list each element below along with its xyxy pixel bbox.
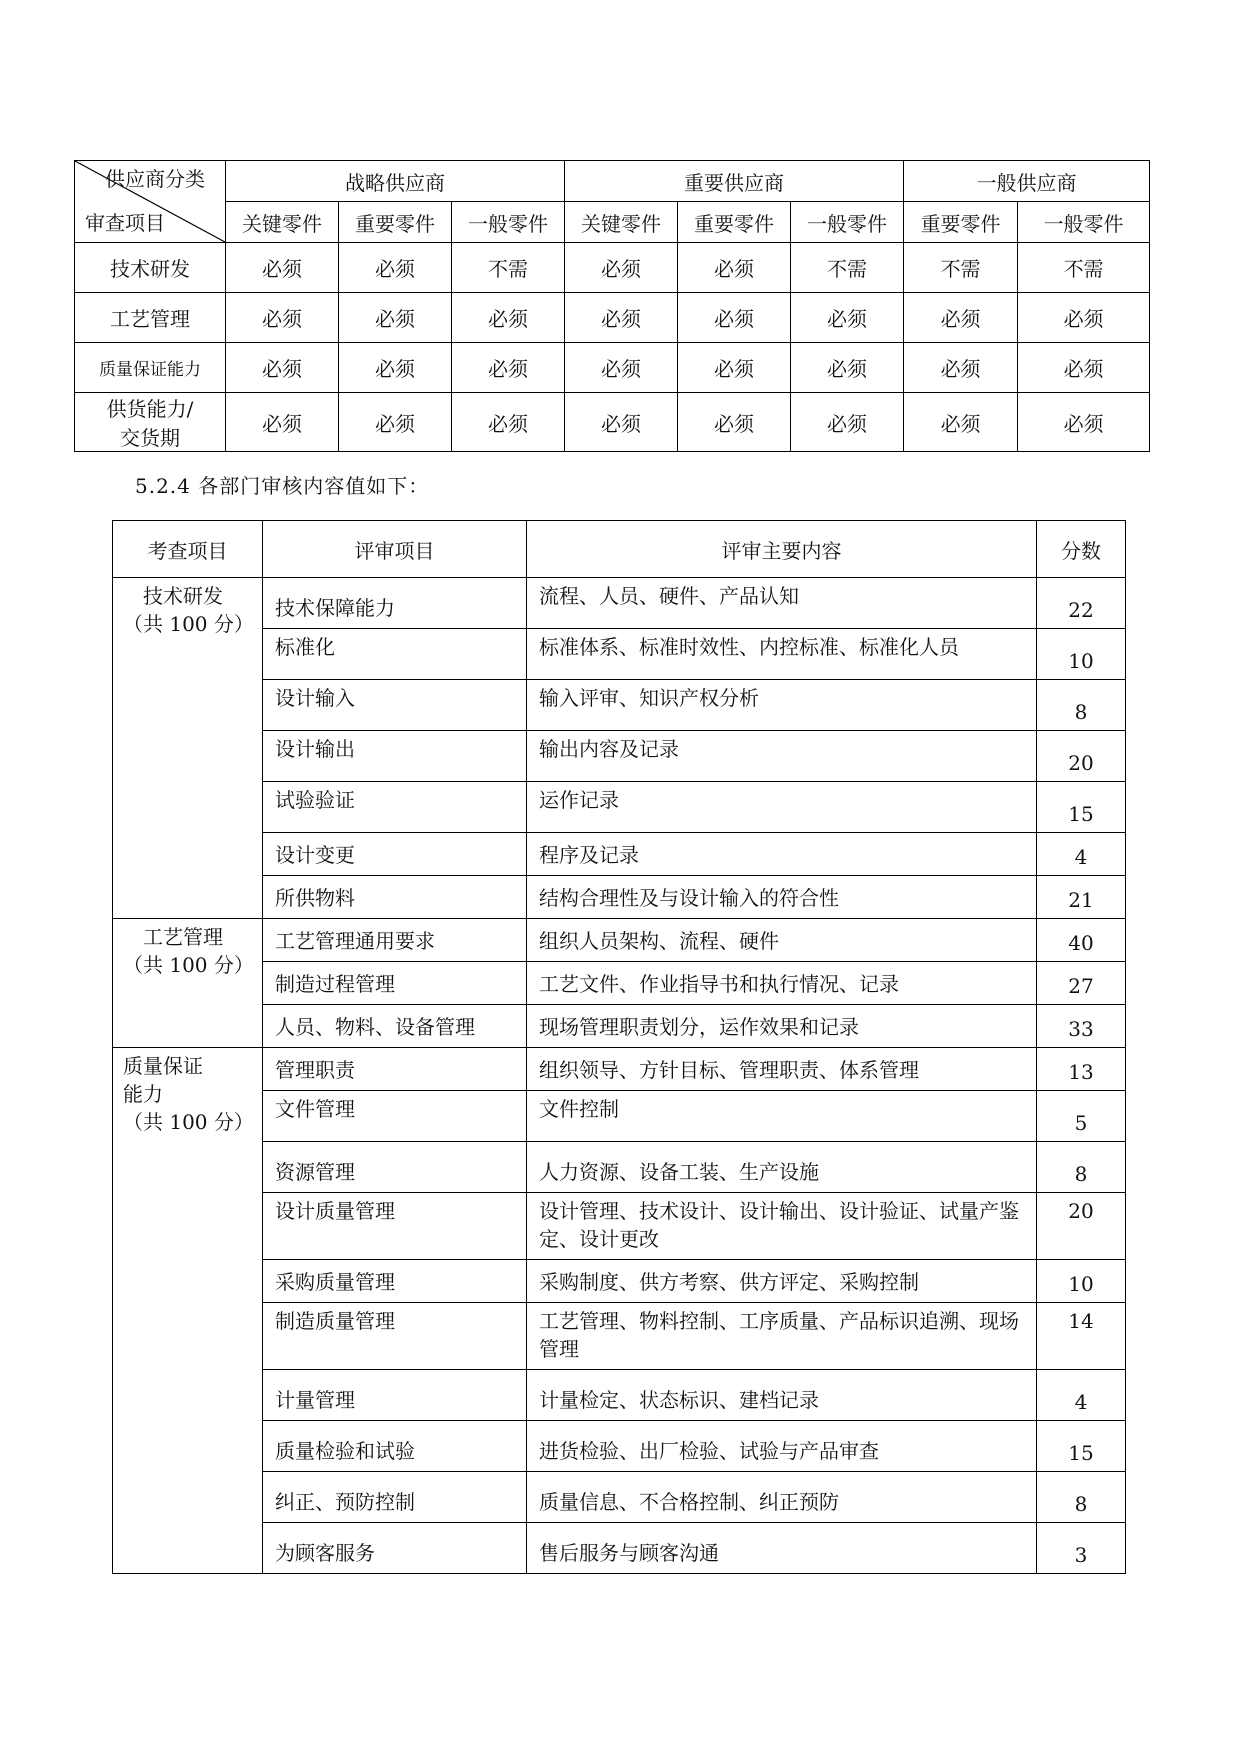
review-content: 工艺文件、作业指导书和执行情况、记录 — [527, 962, 1037, 1005]
review-item: 设计质量管理 — [263, 1193, 527, 1260]
review-content: 进货检验、出厂检验、试验与产品审查 — [527, 1421, 1037, 1472]
column-header: 评审项目 — [263, 521, 527, 578]
review-item: 人员、物料、设备管理 — [263, 1005, 527, 1048]
matrix-cell: 必须 — [565, 243, 678, 293]
review-content: 运作记录 — [527, 782, 1037, 833]
table-row — [113, 1370, 1126, 1421]
corner-diagonal-cell — [75, 161, 226, 243]
category-line: 工艺管理 — [143, 925, 223, 949]
review-content: 文件控制 — [527, 1091, 1037, 1142]
matrix-cell: 必须 — [339, 293, 452, 343]
matrix-cell: 不需 — [904, 243, 1018, 293]
score: 14 — [1037, 1303, 1126, 1370]
review-content: 设计管理、技术设计、设计输出、设计验证、试量产鉴定、设计更改 — [527, 1193, 1037, 1260]
table-row — [75, 293, 1150, 343]
matrix-cell: 必须 — [565, 343, 678, 393]
review-item: 技术保障能力 — [263, 578, 527, 629]
row-label: 质量保证能力 — [75, 343, 226, 393]
table-row — [113, 1523, 1126, 1574]
matrix-cell: 必须 — [565, 393, 678, 452]
matrix-cell: 必须 — [226, 293, 339, 343]
review-item: 采购质量管理 — [263, 1260, 527, 1303]
table-row — [75, 343, 1150, 393]
category-cell — [113, 919, 263, 1048]
review-item: 所供物料 — [263, 876, 527, 919]
table-row — [75, 393, 1150, 452]
matrix-cell: 必须 — [452, 293, 565, 343]
review-item: 设计输入 — [263, 680, 527, 731]
review-item: 设计变更 — [263, 833, 527, 876]
score: 15 — [1037, 1421, 1126, 1472]
table-row — [113, 876, 1126, 919]
review-content: 组织领导、方针目标、管理职责、体系管理 — [527, 1048, 1037, 1091]
category-cell — [113, 578, 263, 919]
matrix-cell: 必须 — [339, 343, 452, 393]
review-item: 计量管理 — [263, 1370, 527, 1421]
group-header-important: 重要供应商 — [565, 161, 904, 202]
score: 8 — [1037, 1472, 1126, 1523]
review-content: 组织人员架构、流程、硬件 — [527, 919, 1037, 962]
table-row — [113, 1260, 1126, 1303]
table-row — [113, 1048, 1126, 1091]
review-item: 管理职责 — [263, 1048, 527, 1091]
matrix-cell: 必须 — [791, 393, 904, 452]
matrix-cell: 必须 — [339, 243, 452, 293]
column-header: 分数 — [1037, 521, 1126, 578]
score: 40 — [1037, 919, 1126, 962]
review-content: 采购制度、供方考察、供方评定、采购控制 — [527, 1260, 1037, 1303]
score: 4 — [1037, 833, 1126, 876]
table-header-row — [113, 521, 1126, 578]
review-item: 质量检验和试验 — [263, 1421, 527, 1472]
category-line: 质量保证 — [123, 1054, 203, 1078]
table-row — [113, 578, 1126, 629]
matrix-cell: 必须 — [565, 293, 678, 343]
score: 10 — [1037, 629, 1126, 680]
category-line: （共 100 分） — [123, 1110, 254, 1134]
table-row — [113, 629, 1126, 680]
review-item: 文件管理 — [263, 1091, 527, 1142]
table-row — [113, 1421, 1126, 1472]
category-line: 能力 — [123, 1082, 163, 1106]
matrix-cell: 不需 — [1018, 243, 1150, 293]
table-row — [113, 833, 1126, 876]
table-row — [113, 1091, 1126, 1142]
review-item: 纠正、预防控制 — [263, 1472, 527, 1523]
matrix-cell: 必须 — [1018, 293, 1150, 343]
table-row — [113, 1005, 1126, 1048]
category-line: （共 100 分） — [123, 953, 254, 977]
category-line: （共 100 分） — [123, 612, 254, 636]
review-item: 资源管理 — [263, 1142, 527, 1193]
matrix-cell: 必须 — [904, 393, 1018, 452]
review-content: 计量检定、状态标识、建档记录 — [527, 1370, 1037, 1421]
subheader-cell: 一般零件 — [791, 202, 904, 243]
row-label-line: 供货能力/ — [106, 397, 194, 421]
score: 4 — [1037, 1370, 1126, 1421]
table-row — [113, 1472, 1126, 1523]
review-content: 流程、人员、硬件、产品认知 — [527, 578, 1037, 629]
review-content: 人力资源、设备工装、生产设施 — [527, 1142, 1037, 1193]
row-label: 技术研发 — [75, 243, 226, 293]
matrix-cell: 必须 — [452, 393, 565, 452]
row-label — [75, 393, 226, 452]
score: 3 — [1037, 1523, 1126, 1574]
review-item: 设计输出 — [263, 731, 527, 782]
table-row — [113, 731, 1126, 782]
matrix-cell: 必须 — [791, 293, 904, 343]
matrix-cell: 必须 — [226, 393, 339, 452]
matrix-cell: 必须 — [226, 243, 339, 293]
table-row — [113, 680, 1126, 731]
review-item: 工艺管理通用要求 — [263, 919, 527, 962]
matrix-cell: 必须 — [1018, 393, 1150, 452]
subheader-cell: 一般零件 — [452, 202, 565, 243]
review-item: 标准化 — [263, 629, 527, 680]
score: 20 — [1037, 731, 1126, 782]
score: 33 — [1037, 1005, 1126, 1048]
matrix-cell: 必须 — [678, 393, 791, 452]
review-item: 为顾客服务 — [263, 1523, 527, 1574]
row-label-line: 交货期 — [120, 426, 180, 450]
group-header-strategic: 战略供应商 — [226, 161, 565, 202]
section-caption: 5.2.4 各部门审核内容值如下： — [135, 474, 430, 498]
score: 8 — [1037, 680, 1126, 731]
score: 15 — [1037, 782, 1126, 833]
review-content: 工艺管理、物料控制、工序质量、产品标识追溯、现场管理 — [527, 1303, 1037, 1370]
review-content: 质量信息、不合格控制、纠正预防 — [527, 1472, 1037, 1523]
matrix-cell: 不需 — [452, 243, 565, 293]
review-item: 制造过程管理 — [263, 962, 527, 1005]
score: 13 — [1037, 1048, 1126, 1091]
review-content: 输入评审、知识产权分析 — [527, 680, 1037, 731]
table-row — [113, 1193, 1126, 1260]
matrix-cell: 必须 — [904, 293, 1018, 343]
score: 5 — [1037, 1091, 1126, 1142]
corner-header-supplier-class: 供应商分类 — [105, 167, 205, 191]
matrix-cell: 必须 — [1018, 343, 1150, 393]
review-content: 售后服务与顾客沟通 — [527, 1523, 1037, 1574]
column-header: 评审主要内容 — [527, 521, 1037, 578]
score: 10 — [1037, 1260, 1126, 1303]
review-content: 程序及记录 — [527, 833, 1037, 876]
subheader-cell: 一般零件 — [1018, 202, 1150, 243]
table-row — [113, 1303, 1126, 1370]
review-item: 制造质量管理 — [263, 1303, 527, 1370]
table-row — [113, 1142, 1126, 1193]
review-content: 现场管理职责划分，运作效果和记录 — [527, 1005, 1037, 1048]
review-content: 输出内容及记录 — [527, 731, 1037, 782]
review-content-table — [112, 520, 1126, 1574]
supplier-classification-table — [74, 160, 1150, 452]
score: 27 — [1037, 962, 1126, 1005]
matrix-cell: 必须 — [226, 343, 339, 393]
table-row — [113, 782, 1126, 833]
subheader-cell: 重要零件 — [904, 202, 1018, 243]
matrix-cell: 必须 — [452, 343, 565, 393]
category-line: 技术研发 — [143, 584, 223, 608]
review-content: 结构合理性及与设计输入的符合性 — [527, 876, 1037, 919]
table-row — [75, 243, 1150, 293]
review-content: 标准体系、标准时效性、内控标准、标准化人员 — [527, 629, 1037, 680]
score: 22 — [1037, 578, 1126, 629]
category-cell — [113, 1048, 263, 1574]
matrix-cell: 必须 — [678, 243, 791, 293]
matrix-cell: 必须 — [678, 293, 791, 343]
matrix-cell: 必须 — [678, 343, 791, 393]
row-label: 工艺管理 — [75, 293, 226, 343]
column-header: 考查项目 — [113, 521, 263, 578]
subheader-cell: 关键零件 — [226, 202, 339, 243]
subheader-cell: 重要零件 — [339, 202, 452, 243]
table-row — [113, 962, 1126, 1005]
corner-header-review-item: 审查项目 — [85, 211, 165, 235]
matrix-cell: 必须 — [904, 343, 1018, 393]
matrix-cell: 必须 — [339, 393, 452, 452]
group-header-general: 一般供应商 — [904, 161, 1150, 202]
score: 21 — [1037, 876, 1126, 919]
score: 20 — [1037, 1193, 1126, 1260]
subheader-cell: 重要零件 — [678, 202, 791, 243]
matrix-cell: 必须 — [791, 343, 904, 393]
table-row — [113, 919, 1126, 962]
score: 8 — [1037, 1142, 1126, 1193]
review-item: 试验验证 — [263, 782, 527, 833]
subheader-cell: 关键零件 — [565, 202, 678, 243]
matrix-cell: 不需 — [791, 243, 904, 293]
